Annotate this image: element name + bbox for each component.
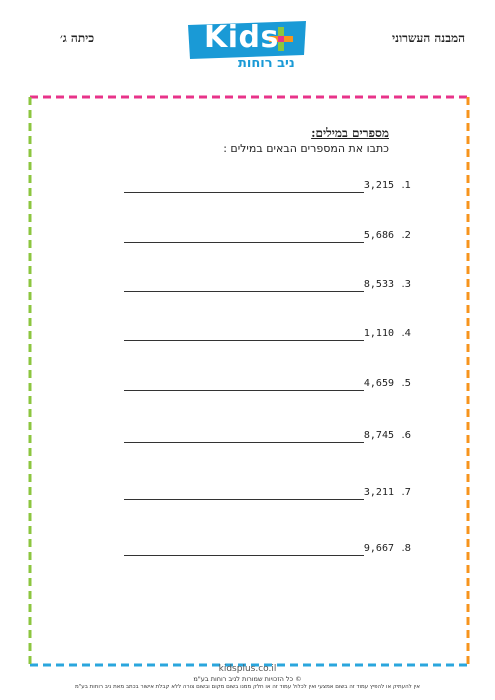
question-number: .2 — [401, 230, 411, 241]
question-number: .6 — [401, 430, 411, 441]
question-row — [0, 328, 495, 344]
site-url: kidsplus.co.il — [218, 664, 277, 674]
answer-line[interactable] — [124, 192, 364, 193]
question-row — [0, 180, 495, 196]
question-row — [0, 430, 495, 446]
question-number: .4 — [401, 328, 411, 339]
logo-subtitle: ניב רוחות — [238, 56, 295, 71]
answer-line[interactable] — [124, 291, 364, 292]
question-number: .8 — [401, 543, 411, 554]
answer-line[interactable] — [124, 499, 364, 500]
answer-line[interactable] — [124, 442, 364, 443]
question-number: .7 — [401, 487, 411, 498]
grade-label: כיתה ג׳ — [60, 31, 95, 45]
question-row — [0, 543, 495, 559]
question-number: .1 — [401, 180, 411, 191]
question-value: 1,110 — [363, 328, 394, 339]
question-number: .5 — [401, 378, 411, 389]
disclaimer-text: אין להעתיק או להפיץ עמוד זה בשום אמצעי ואין לכלול עמוד זה או חלק ממנו בשום מקום ובשום צורה ללא קבלת אישור בכתב מאת ניב רוחות בע"מ — [75, 684, 420, 690]
question-value: 3,211 — [363, 487, 394, 498]
instruction-text: כתבו את המספרים הבאים במילים : — [223, 142, 389, 155]
question-value: 8,533 — [363, 279, 394, 290]
copyright-notice: © כל הזכויות שמורות לניב רוחות בע"מ — [193, 675, 302, 683]
question-value: 8,745 — [363, 430, 394, 441]
question-value: 9,667 — [363, 543, 394, 554]
question-row — [0, 378, 495, 394]
question-value: 4,659 — [363, 378, 394, 389]
answer-line[interactable] — [124, 340, 364, 341]
answer-line[interactable] — [124, 390, 364, 391]
answer-line[interactable] — [124, 555, 364, 556]
question-row — [0, 279, 495, 295]
answer-line[interactable] — [124, 242, 364, 243]
question-row — [0, 487, 495, 503]
worksheet-topic: המבנה העשרוני — [392, 31, 465, 45]
section-title: מספרים במילים: — [311, 126, 389, 140]
question-row — [0, 230, 495, 246]
question-value: 5,686 — [363, 230, 394, 241]
question-number: .3 — [401, 279, 411, 290]
logo-wordmark: Kids — [204, 20, 279, 55]
question-value: 3,215 — [363, 180, 394, 191]
